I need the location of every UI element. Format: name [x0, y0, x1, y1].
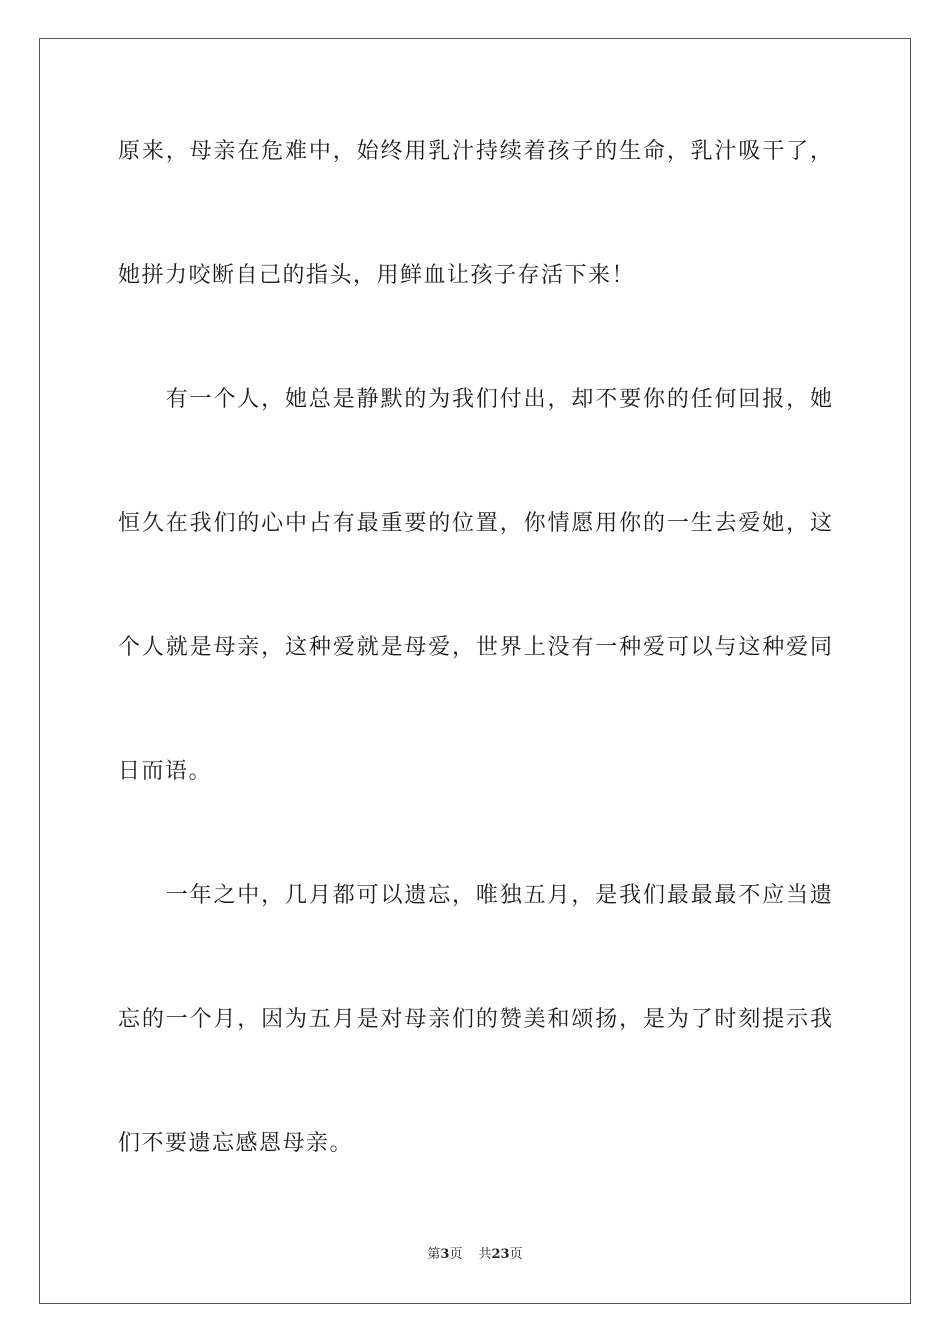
footer-page-number: 3	[440, 1247, 450, 1262]
footer-total-pages: 23	[491, 1247, 510, 1262]
footer-page-suffix: 页	[449, 1247, 463, 1262]
text-line: 们不要遗忘感恩母亲。	[118, 1131, 354, 1156]
text-line: 忘的一个月，因为五月是对母亲们的赞美和颂扬，是为了时刻提示我	[118, 1007, 832, 1032]
footer-total-prefix: 共	[478, 1247, 492, 1262]
text-line: 她拼力咬断自己的指头，用鲜血让孩子存活下来！	[118, 263, 636, 288]
page-border	[39, 38, 911, 1304]
text-line: 个人就是母亲，这种爱就是母爱，世界上没有一种爱可以与这种爱同	[118, 635, 832, 660]
text-line: 有一个人，她总是静默的为我们付出，却不要你的任何回报，她	[118, 387, 832, 412]
footer-page-prefix: 第	[427, 1247, 441, 1262]
text-line: 原来，母亲在危难中，始终用乳汁持续着孩子的生命，乳汁吸干了，	[118, 139, 832, 164]
text-line: 一年之中，几月都可以遗忘，唯独五月，是我们最最最不应当遗	[118, 883, 832, 908]
footer-total-suffix: 页	[509, 1247, 523, 1262]
text-line: 恒久在我们的心中占有最重要的位置，你情愿用你的一生去爱她，这	[118, 511, 832, 536]
text-line: 日而语。	[118, 759, 213, 784]
page-footer	[0, 1246, 950, 1264]
